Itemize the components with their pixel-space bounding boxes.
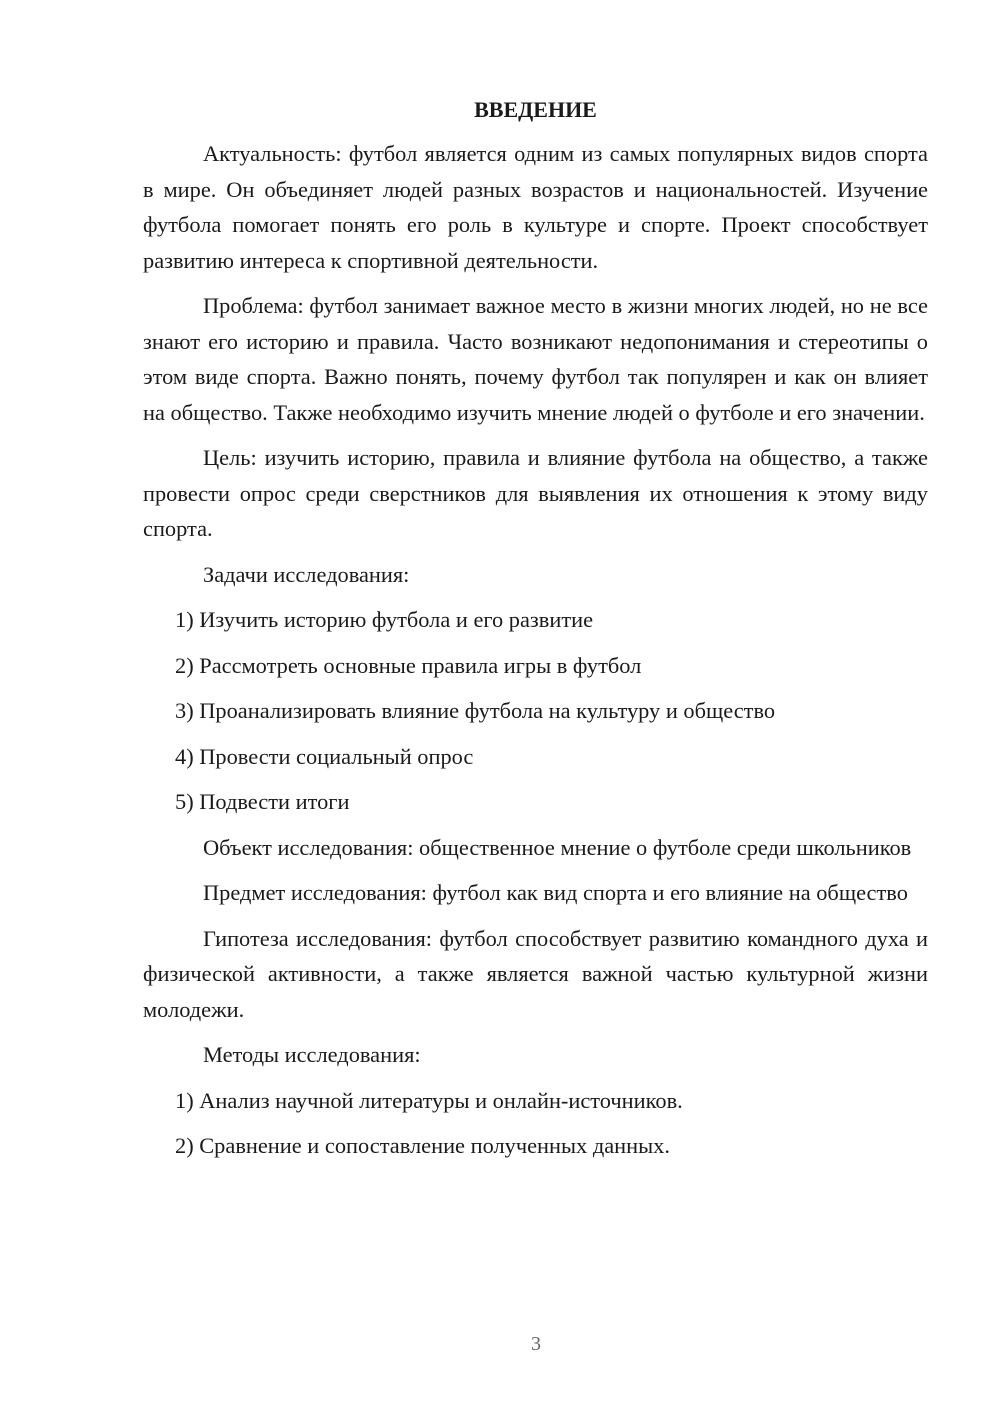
relevance-paragraph: Актуальность: футбол является одним из самых популярных видов спорта в мире. Он объединяет людей разных возрастов и национальностей. Изучение футбола помогает понять его роль в культуре и спорте. Проект способствует развитию интереса к спортивной деятельности. bbox=[143, 141, 928, 273]
task-item-4: 4) Провести социальный опрос bbox=[175, 743, 474, 769]
subject-paragraph: Предмет исследования: футбол как вид спорта и его влияние на общество bbox=[203, 880, 908, 905]
goal-paragraph: Цель: изучить историю, правила и влияние футбола на общество, а также провести опрос среди сверстников для выявления их отношения к этому виду спорта. bbox=[143, 445, 928, 541]
problem-paragraph: Проблема: футбол занимает важное место в жизни многих людей, но не все знают его историю и правила. Часто возникают недопонимания и стереотипы о этом виде спорта. Важно понять, почему футбол так популярен и как он влияет на общество. Также необходимо изучить мнение людей о футболе и его значении. bbox=[143, 293, 928, 425]
tasks-heading: Задачи исследования: bbox=[203, 561, 410, 587]
page-title: ВВЕДЕНИЕ bbox=[474, 97, 597, 122]
hypothesis-paragraph: Гипотеза исследования: футбол способствует развитию командного духа и физической активности, а также является важной частью культурной жизни молодежи. bbox=[143, 925, 928, 1022]
methods-heading: Методы исследования: bbox=[203, 1042, 421, 1067]
task-item-5: 5) Подвести итоги bbox=[175, 789, 350, 814]
object-paragraph: Объект исследования: общественное мнение о футболе среди школьников bbox=[203, 834, 912, 860]
method-item-1: 1) Анализ научной литературы и онлайн-источников. bbox=[175, 1087, 683, 1113]
method-item-2: 2) Сравнение и сопоставление полученных данных. bbox=[175, 1133, 670, 1158]
page-content bbox=[143, 94, 928, 1164]
page-number: 3 bbox=[531, 1333, 541, 1355]
task-item-3: 3) Проанализировать влияние футбола на культуру и общество bbox=[175, 698, 776, 723]
task-item-2: 2) Рассмотреть основные правила игры в футбол bbox=[175, 652, 642, 678]
task-item-1: 1) Изучить историю футбола и его развитие bbox=[175, 607, 594, 632]
